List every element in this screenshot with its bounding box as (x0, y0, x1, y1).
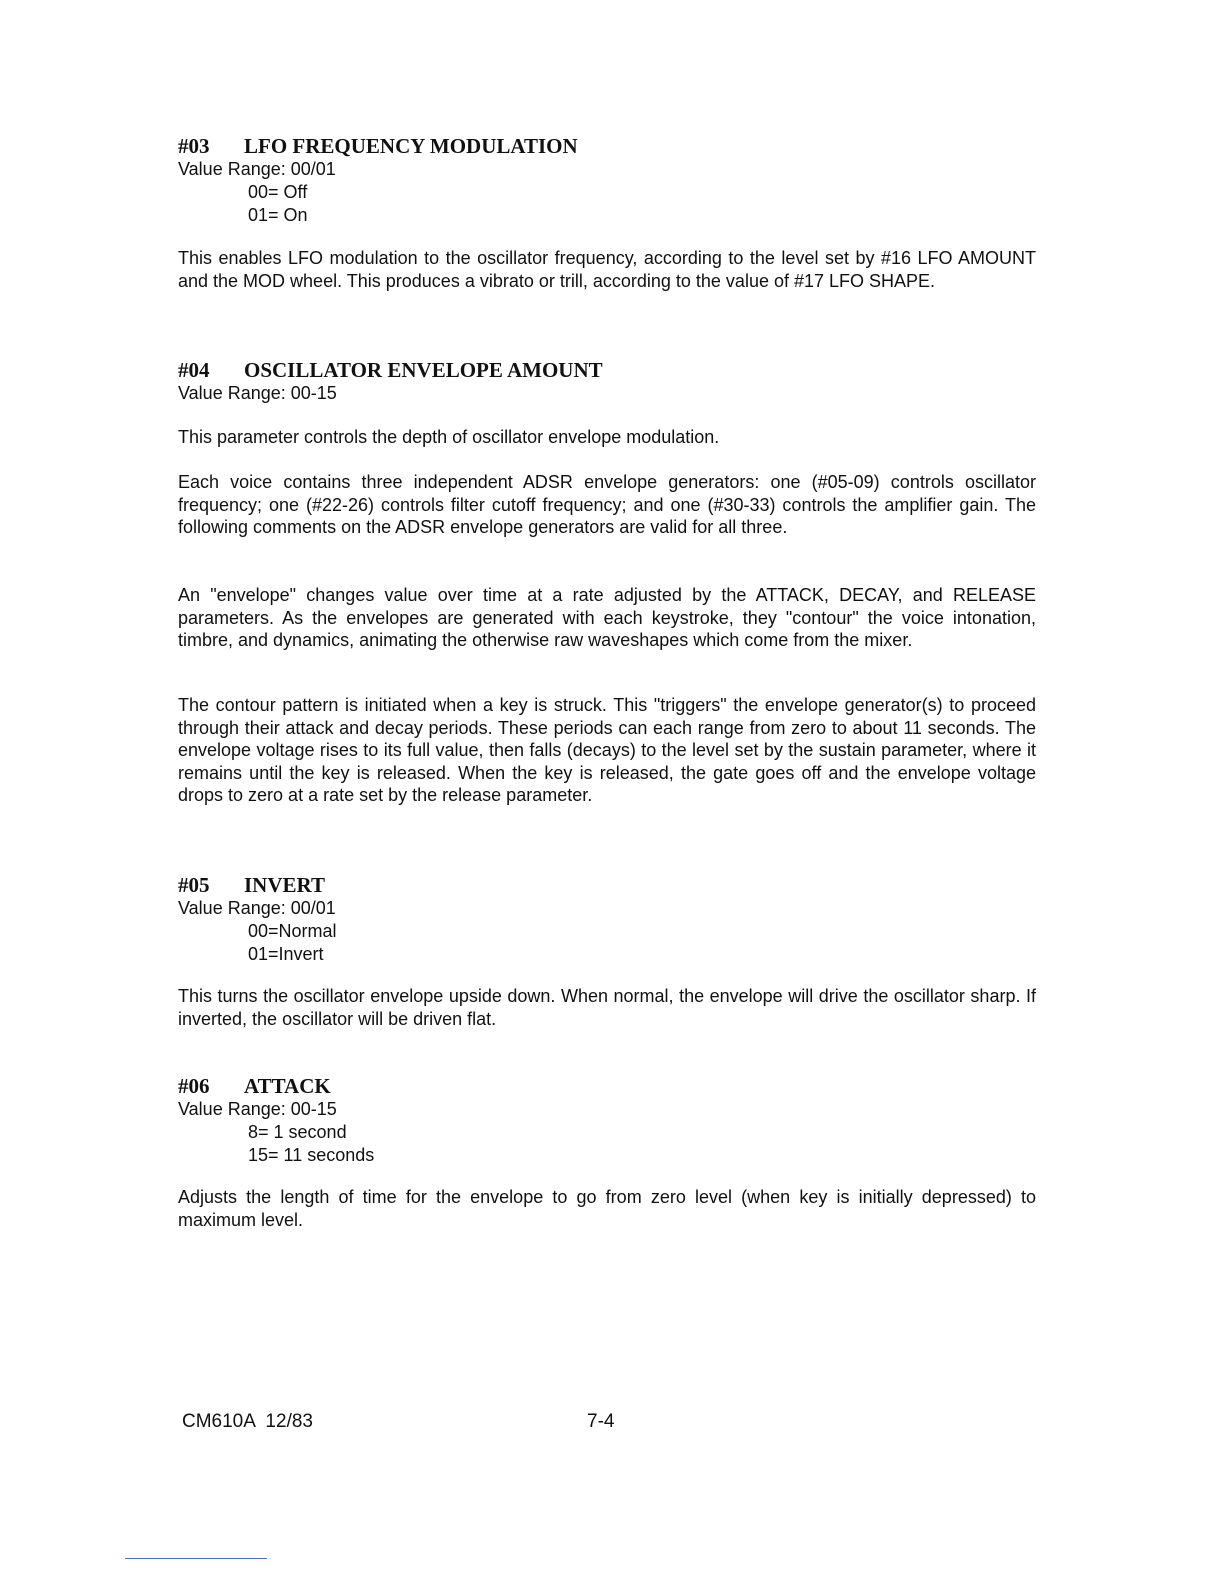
section-heading (178, 1074, 1036, 1098)
value-range: Value Range: 00-15 (178, 383, 337, 403)
section-number: #03 (178, 134, 210, 158)
section-04-paragraph-1: This parameter controls the depth of oscillator envelope modulation. (178, 427, 720, 447)
footer-rule (125, 1558, 267, 1559)
value-option: 00=Normal (248, 921, 337, 941)
section-06-header (178, 1074, 1036, 1167)
value-option: 01=Invert (248, 944, 324, 964)
section-heading (178, 134, 1036, 158)
section-04-paragraph-3: An "envelope" changes value over time at a rate adjusted by the ATTACK, DECAY, and RELEASE parameters. As the envelopes are generated with each keystroke, they "contour" the voice intonation, timbre, and dynamics, animating the otherwise raw waveshapes which come from the mixer. (178, 585, 1036, 651)
value-range: Value Range: 00/01 (178, 159, 336, 179)
section-heading (178, 873, 1036, 897)
value-range: Value Range: 00-15 (178, 1099, 337, 1119)
document-id: CM610A 12/83 (182, 1411, 313, 1432)
section-04-header (178, 358, 1036, 405)
value-range: Value Range: 00/01 (178, 898, 336, 918)
section-title: LFO FREQUENCY MODULATION (244, 134, 578, 158)
section-number: #04 (178, 358, 210, 382)
value-option: 01= On (248, 205, 308, 225)
page-number: 7-4 (587, 1411, 615, 1432)
section-heading (178, 358, 1036, 382)
section-03-header (178, 134, 1036, 227)
section-05-paragraph-1: This turns the oscillator envelope upside down. When normal, the envelope will drive the oscillator sharp. If inverted, the oscillator will be driven flat. (178, 986, 1036, 1029)
section-title: OSCILLATOR ENVELOPE AMOUNT (244, 358, 603, 382)
section-04-paragraph-2: Each voice contains three independent ADSR envelope generators: one (#05-09) controls oscillator frequency; one (#22-26) controls filter cutoff frequency; and one (#30-33) controls the amplifier gain. The following comments on the ADSR envelope generators are valid for all three. (178, 472, 1036, 538)
value-option: 00= Off (248, 182, 308, 202)
section-title: INVERT (244, 873, 325, 897)
value-option: 8= 1 second (248, 1122, 347, 1142)
section-title: ATTACK (244, 1074, 331, 1098)
section-06-paragraph-1: Adjusts the length of time for the envelope to go from zero level (when key is initially depressed) to maximum level. (178, 1187, 1036, 1230)
section-03-paragraph-1: This enables LFO modulation to the oscillator frequency, according to the level set by #16 LFO AMOUNT and the MOD wheel. This produces a vibrato or trill, according to the value of #17 LFO SHAPE. (178, 248, 1036, 291)
section-number: #06 (178, 1074, 210, 1098)
section-05-header (178, 873, 1036, 966)
section-04-paragraph-4: The contour pattern is initiated when a key is struck. This "triggers" the envelope generator(s) to proceed through their attack and decay periods. These periods can each range from zero to about 11 seconds. The envelope voltage rises to its full value, then falls (decays) to the level set by the sustain parameter, where it remains until the key is released. When the key is released, the gate goes off and the envelope voltage drops to zero at a rate set by the release parameter. (178, 695, 1036, 806)
value-option: 15= 11 seconds (248, 1145, 375, 1165)
section-number: #05 (178, 873, 210, 897)
